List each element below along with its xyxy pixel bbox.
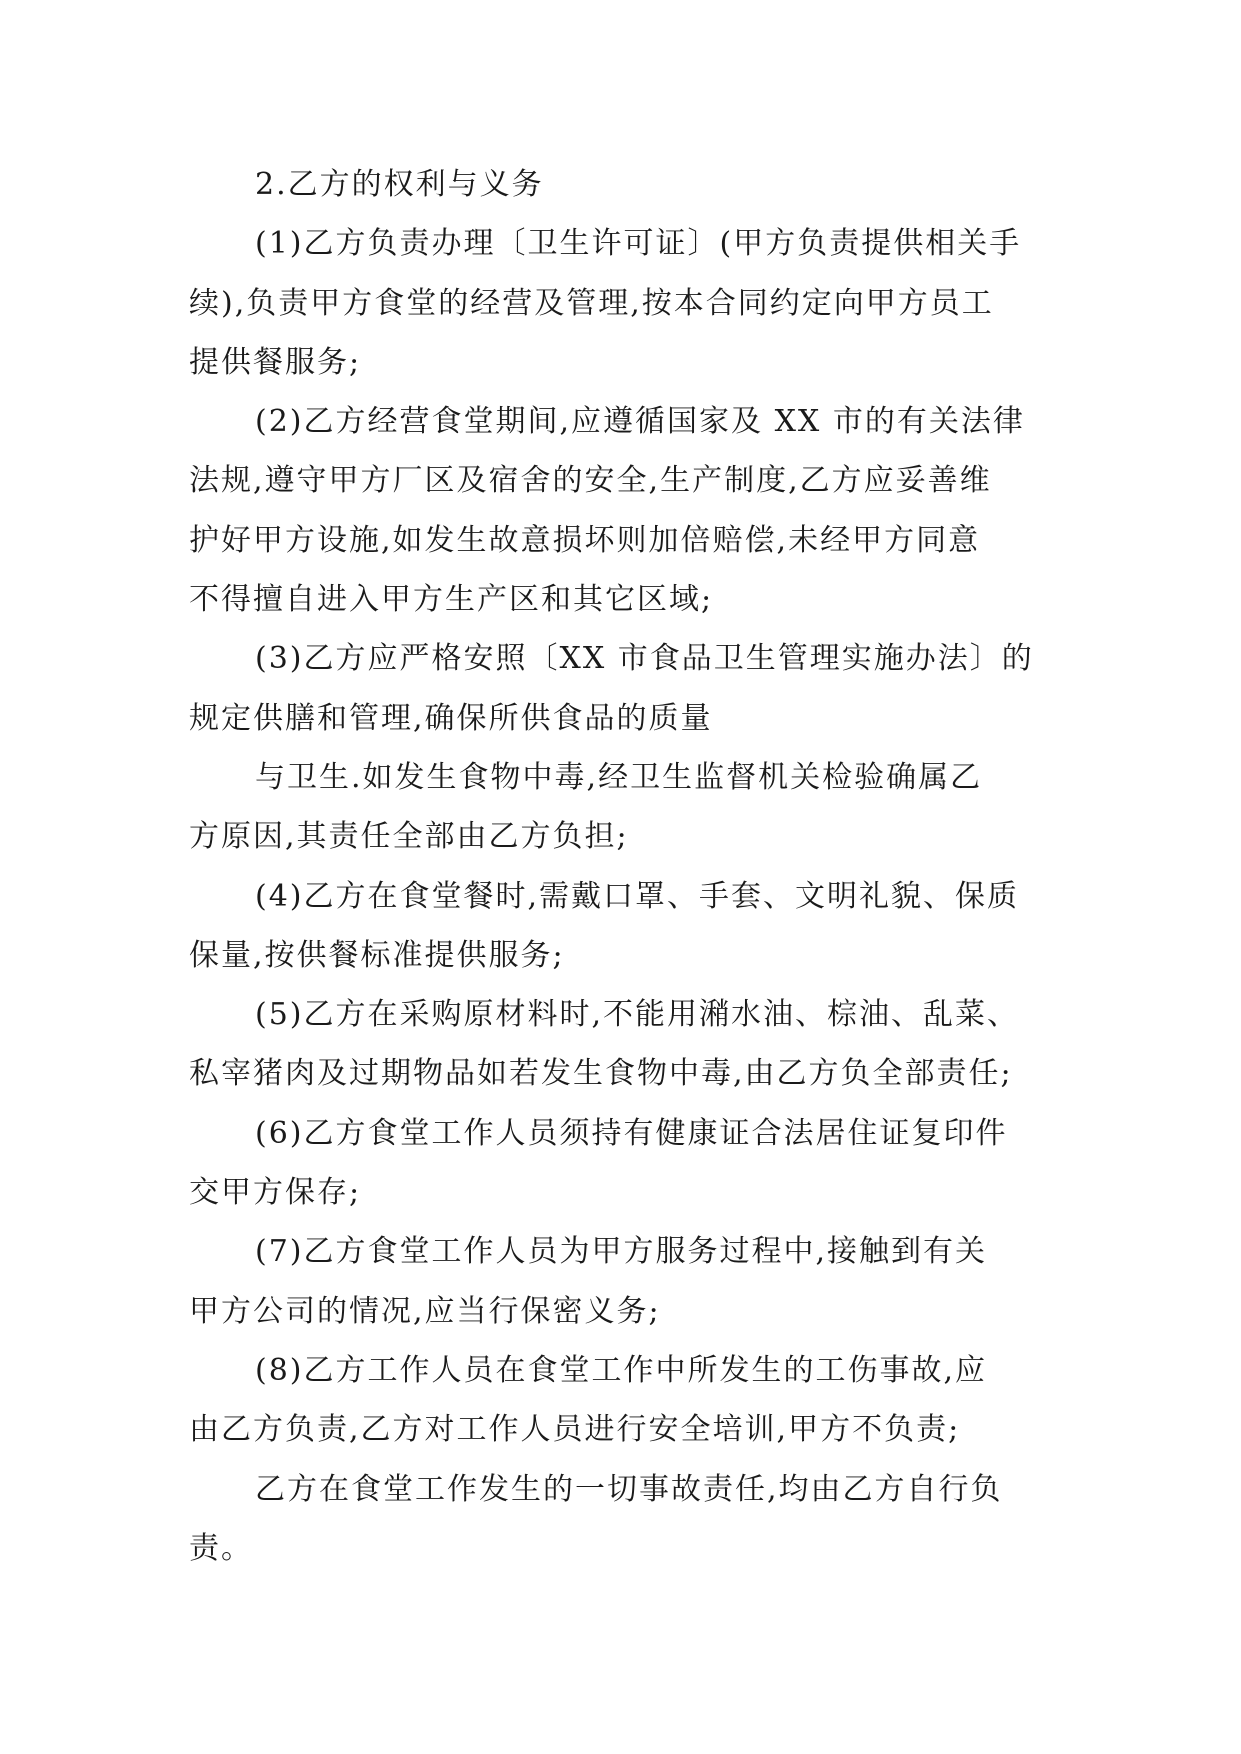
text-line: 由乙方负责,乙方对工作人员进行安全培训,甲方不负责; [189, 1412, 961, 1448]
text-line: 续),负责甲方食堂的经营及管理,按本合同约定向甲方员工 [189, 285, 994, 321]
text-line: 乙方在食堂工作发生的一切事故责任,均由乙方自行负 [255, 1471, 1003, 1507]
text-line: 与卫生.如发生食物中毒,经卫生监督机关检验确属乙 [255, 759, 983, 795]
text-line: 规定供膳和管理,确保所供食品的质量 [189, 700, 713, 736]
text-line: (3)乙方应严格安照〔XX 市食品卫生管理实施办法〕的 [255, 641, 1034, 677]
text-line: (6)乙方食堂工作人员须持有健康证合法居住证复印件 [255, 1115, 1008, 1151]
text-line: (4)乙方在食堂餐时,需戴口罩、手套、文明礼貌、保质 [255, 878, 1020, 914]
text-line: 不得擅自进入甲方生产区和其它区域; [189, 582, 714, 618]
text-line: (1)乙方负责办理〔卫生许可证〕(甲方负责提供相关手 [255, 226, 1022, 262]
text-line: 私宰猪肉及过期物品如若发生食物中毒,由乙方负全部责任; [189, 1056, 1013, 1092]
document-body [189, 155, 1047, 1578]
text-line: (7)乙方食堂工作人员为甲方服务过程中,接触到有关 [255, 1234, 988, 1270]
text-line: (2)乙方经营食堂期间,应遵循国家及 XX 市的有关法律 [255, 404, 1025, 440]
text-line: (5)乙方在采购原材料时,不能用潲水油、棕油、乱菜、 [255, 997, 1020, 1033]
text-line: 甲方公司的情况,应当行保密义务; [189, 1293, 661, 1329]
section-heading: 2.乙方的权利与义务 [255, 167, 544, 202]
text-line: 交甲方保存; [189, 1175, 362, 1211]
text-line: 保量,按供餐标准提供服务; [189, 937, 565, 973]
text-line: 护好甲方设施,如发生故意损坏则加倍赔偿,未经甲方同意 [189, 522, 981, 558]
text-line: (8)乙方工作人员在食堂工作中所发生的工伤事故,应 [255, 1352, 988, 1388]
text-line: 法规,遵守甲方厂区及宿舍的安全,生产制度,乙方应妥善维 [189, 463, 992, 499]
text-line: 提供餐服务; [189, 344, 362, 380]
text-line: 方原因,其责任全部由乙方负担; [189, 819, 629, 855]
text-line: 责。 [189, 1530, 253, 1566]
